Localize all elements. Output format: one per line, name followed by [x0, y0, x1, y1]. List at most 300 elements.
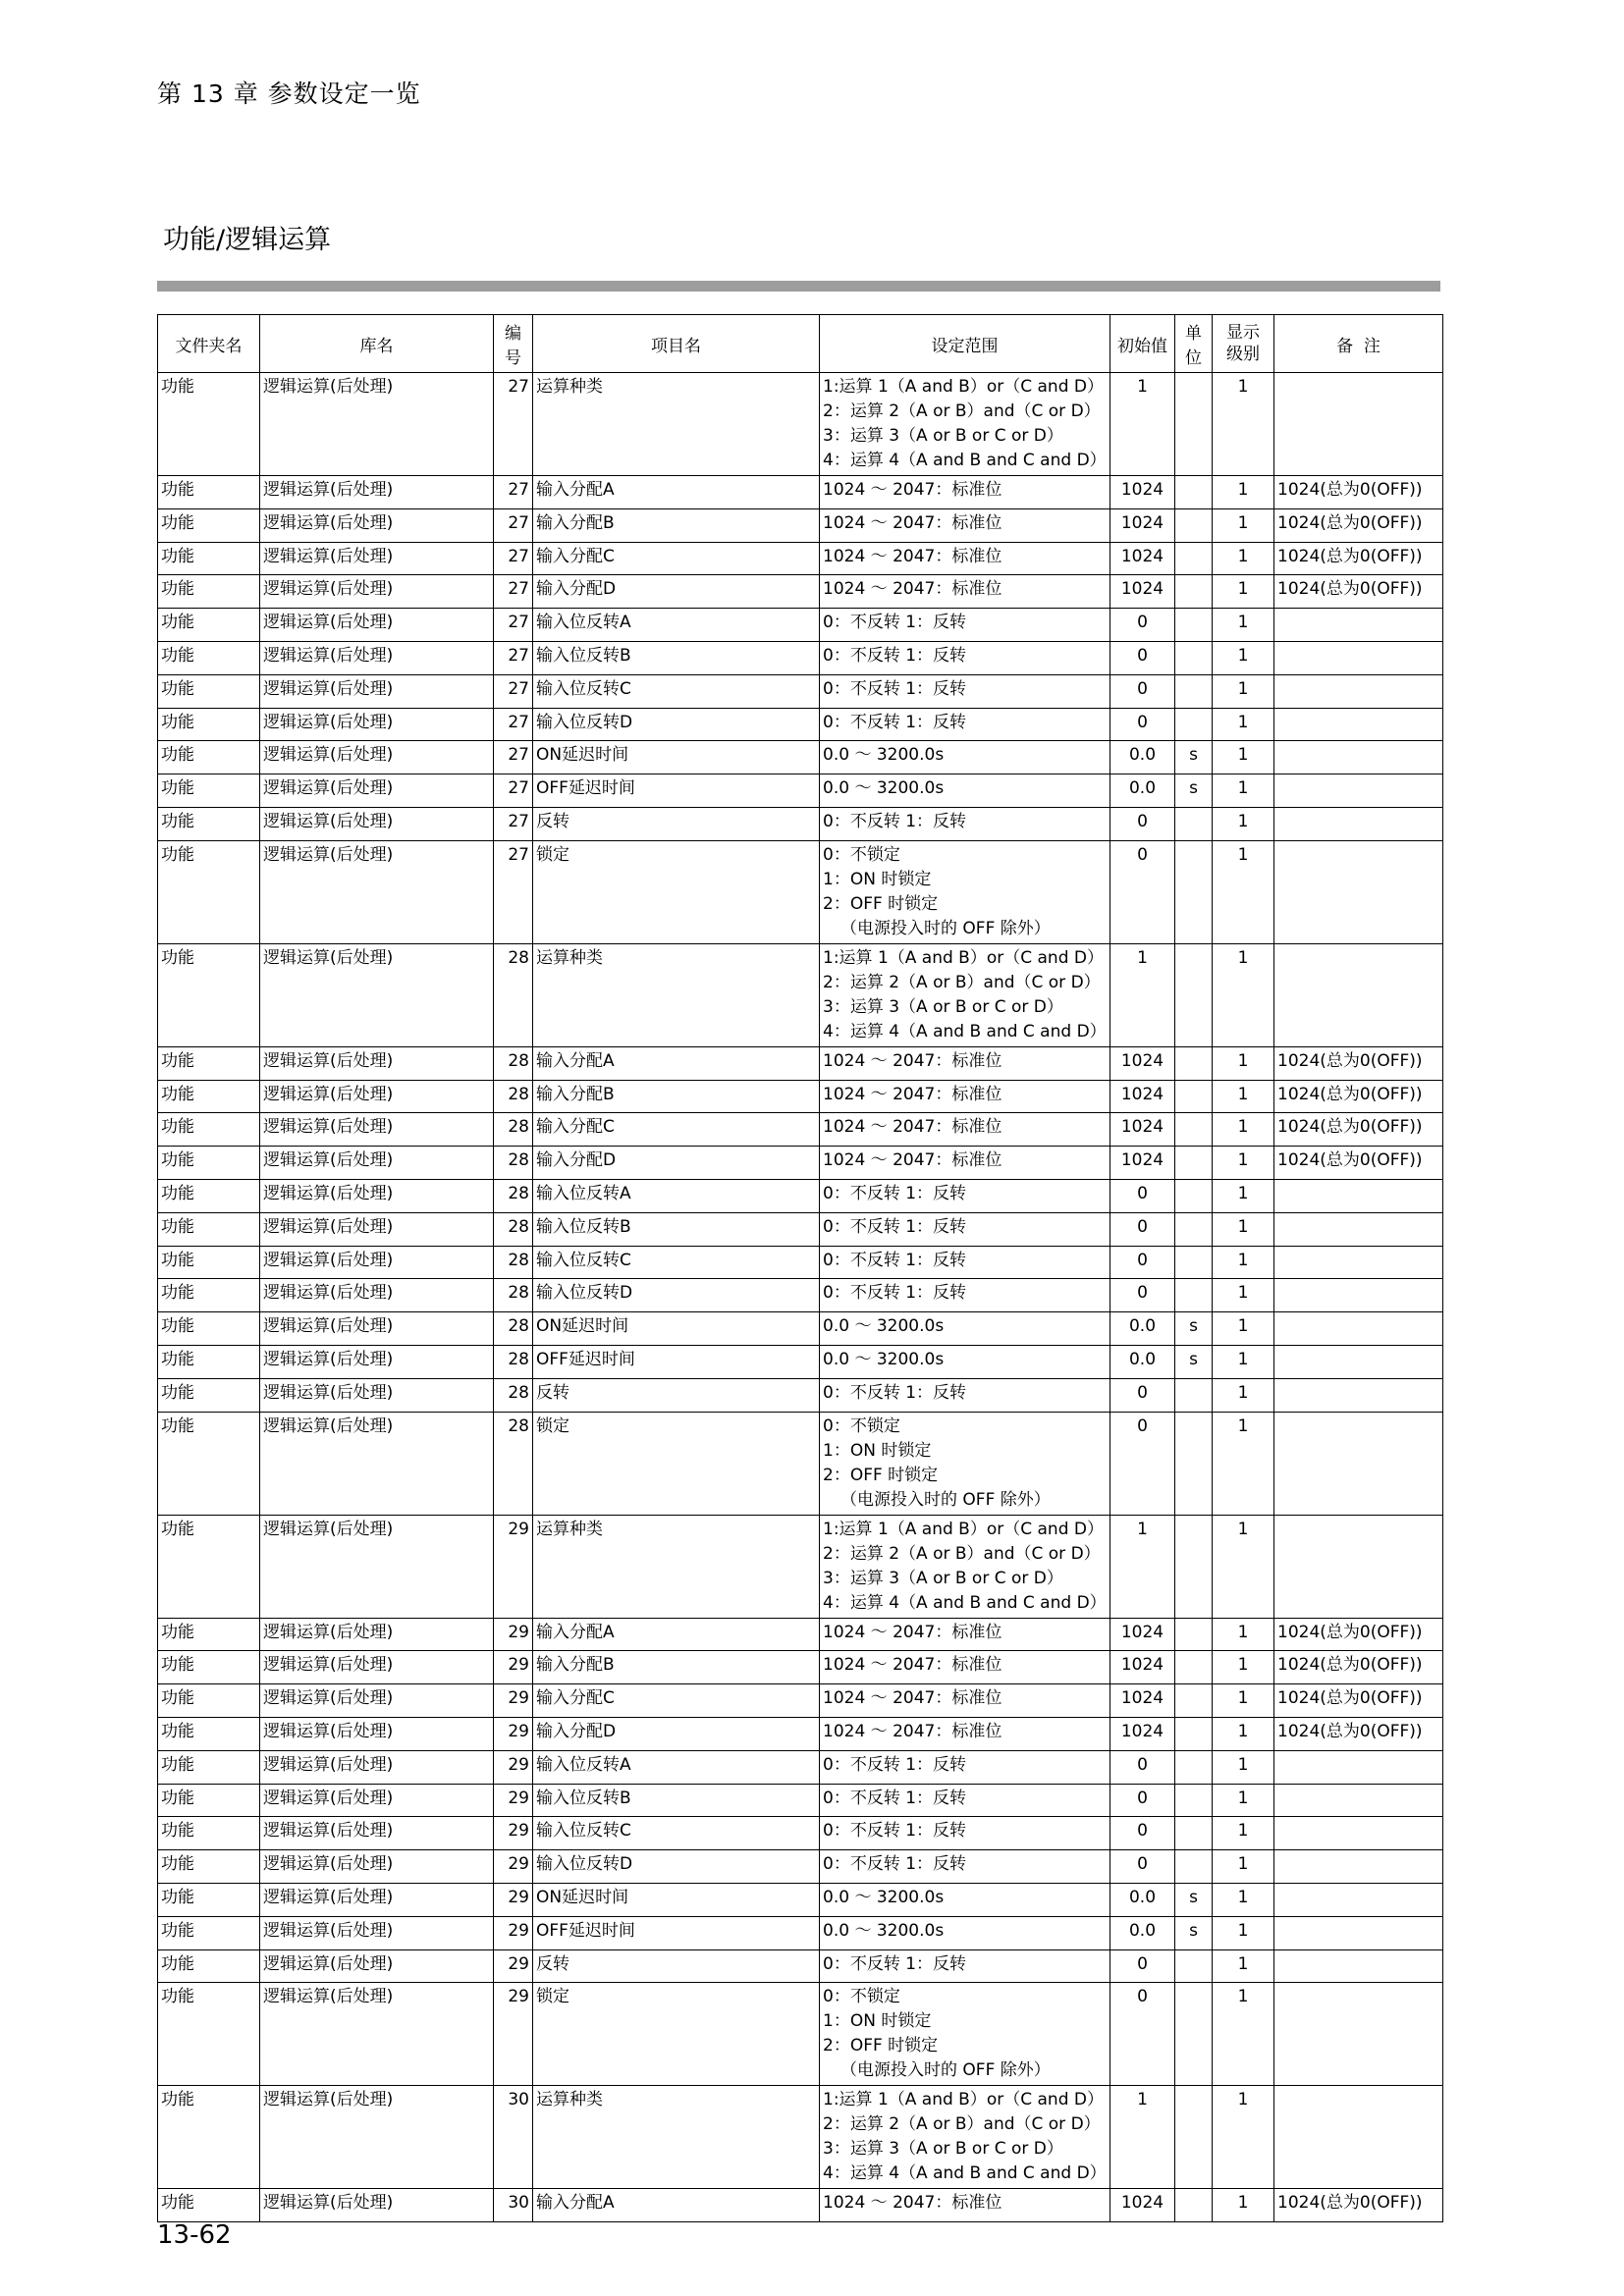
- cell-initial: 1024: [1110, 1717, 1175, 1750]
- range-line: 1：ON 时锁定: [823, 1440, 932, 1461]
- cell-note: [1274, 943, 1443, 1046]
- cell-number: 29: [494, 1883, 533, 1916]
- cell-note: [1274, 774, 1443, 808]
- cell-unit: [1175, 1412, 1213, 1515]
- cell-library: 逻辑运算(后处理): [260, 840, 494, 943]
- cell-folder: 功能: [158, 1515, 260, 1618]
- cell-number: 27: [494, 641, 533, 674]
- cell-folder: 功能: [158, 1378, 260, 1412]
- cell-folder: 功能: [158, 1279, 260, 1312]
- cell-folder: 功能: [158, 476, 260, 509]
- cell-number: 29: [494, 1651, 533, 1684]
- cell-number: 27: [494, 609, 533, 642]
- cell-item: OFF延迟时间: [533, 1916, 820, 1949]
- cell-note: [1274, 1246, 1443, 1279]
- cell-number: 28: [494, 1412, 533, 1515]
- cell-initial: 0: [1110, 1850, 1175, 1884]
- table-row: [158, 1916, 1443, 1949]
- cell-initial: 0.0: [1110, 1916, 1175, 1949]
- cell-initial: 1: [1110, 373, 1175, 476]
- cell-initial: 0: [1110, 840, 1175, 943]
- cell-unit: [1175, 1046, 1213, 1080]
- section-title: 功能/逻辑运算: [163, 225, 332, 255]
- cell-initial: 0.0: [1110, 774, 1175, 808]
- cell-unit: [1175, 1618, 1213, 1651]
- cell-level: 1: [1213, 1684, 1274, 1718]
- cell-number: 29: [494, 1817, 533, 1850]
- cell-item: 锁定: [533, 840, 820, 943]
- cell-number: 27: [494, 741, 533, 774]
- cell-item: OFF延迟时间: [533, 774, 820, 808]
- cell-range: [820, 1850, 1110, 1884]
- table-row: [158, 943, 1443, 1046]
- cell-unit: [1175, 2189, 1213, 2222]
- cell-library: 逻辑运算(后处理): [260, 1651, 494, 1684]
- cell-note: [1274, 1345, 1443, 1378]
- cell-library: 逻辑运算(后处理): [260, 508, 494, 542]
- cell-library: 逻辑运算(后处理): [260, 609, 494, 642]
- cell-item: OFF延迟时间: [533, 1345, 820, 1378]
- range-line: 1：ON 时锁定: [823, 2011, 932, 2032]
- cell-level: 1: [1213, 1651, 1274, 1684]
- cell-folder: 功能: [158, 1949, 260, 1983]
- cell-library: 逻辑运算(后处理): [260, 1246, 494, 1279]
- cell-library: 逻辑运算(后处理): [260, 2189, 494, 2222]
- cell-note: 1024(总为0(OFF)): [1274, 2189, 1443, 2222]
- table-row: [158, 1983, 1443, 2086]
- cell-number: 27: [494, 508, 533, 542]
- cell-initial: 0: [1110, 1179, 1175, 1212]
- cell-library: 逻辑运算(后处理): [260, 1916, 494, 1949]
- range-line: 1：ON 时锁定: [823, 869, 932, 889]
- range-line: 1024 ～ 2047：标准位: [823, 1688, 1002, 1709]
- table-row: [158, 575, 1443, 609]
- cell-level: 1: [1213, 1279, 1274, 1312]
- range-line: 1:运算 1（A and B）or（C and D）: [823, 2090, 1104, 2110]
- table-row: [158, 1378, 1443, 1412]
- cell-range: [820, 1212, 1110, 1246]
- cell-level: 1: [1213, 1246, 1274, 1279]
- cell-item: 输入分配B: [533, 508, 820, 542]
- cell-level: 1: [1213, 943, 1274, 1046]
- cell-range: [820, 609, 1110, 642]
- cell-level: 1: [1213, 1080, 1274, 1113]
- cell-level: 1: [1213, 373, 1274, 476]
- cell-item: 输入分配D: [533, 1147, 820, 1180]
- cell-unit: [1175, 807, 1213, 840]
- range-line: 1:运算 1（A and B）or（C and D）: [823, 1519, 1104, 1539]
- cell-item: 反转: [533, 1949, 820, 1983]
- cell-initial: 0: [1110, 609, 1175, 642]
- cell-library: 逻辑运算(后处理): [260, 1212, 494, 1246]
- cell-number: 28: [494, 1147, 533, 1180]
- cell-number: 29: [494, 1949, 533, 1983]
- cell-library: 逻辑运算(后处理): [260, 1279, 494, 1312]
- range-line: 0：不反转 1：反转: [823, 1821, 967, 1842]
- cell-initial: 1024: [1110, 1618, 1175, 1651]
- cell-initial: 0: [1110, 1784, 1175, 1817]
- cell-range: [820, 674, 1110, 708]
- cell-item: 运算种类: [533, 2086, 820, 2189]
- cell-range: [820, 774, 1110, 808]
- table-row: [158, 1113, 1443, 1147]
- cell-level: 1: [1213, 1515, 1274, 1618]
- range-line: 0：不反转 1：反转: [823, 712, 967, 732]
- cell-initial: 0: [1110, 1412, 1175, 1515]
- cell-level: 1: [1213, 1345, 1274, 1378]
- cell-note: 1024(总为0(OFF)): [1274, 542, 1443, 575]
- table-row: [158, 1279, 1443, 1312]
- cell-note: [1274, 1750, 1443, 1784]
- range-line: 1024 ～ 2047：标准位: [823, 2193, 1002, 2214]
- cell-folder: 功能: [158, 840, 260, 943]
- cell-library: 逻辑运算(后处理): [260, 774, 494, 808]
- cell-number: 27: [494, 476, 533, 509]
- cell-level: 1: [1213, 1883, 1274, 1916]
- cell-level: 1: [1213, 1312, 1274, 1346]
- table-row: [158, 1684, 1443, 1718]
- range-line: 0：不锁定: [823, 1415, 900, 1436]
- cell-item: 输入位反转D: [533, 1850, 820, 1884]
- cell-note: 1024(总为0(OFF)): [1274, 1651, 1443, 1684]
- cell-library: 逻辑运算(后处理): [260, 1717, 494, 1750]
- range-line: 0.0 ～ 3200.0s: [823, 1349, 945, 1369]
- cell-number: 29: [494, 1983, 533, 2086]
- cell-library: 逻辑运算(后处理): [260, 1046, 494, 1080]
- cell-folder: 功能: [158, 1046, 260, 1080]
- table-row: [158, 1179, 1443, 1212]
- cell-unit: [1175, 1515, 1213, 1618]
- cell-item: 输入分配A: [533, 2189, 820, 2222]
- cell-range: [820, 1651, 1110, 1684]
- cell-unit: [1175, 609, 1213, 642]
- table-row: [158, 1883, 1443, 1916]
- cell-initial: 1024: [1110, 1651, 1175, 1684]
- cell-range: [820, 1916, 1110, 1949]
- cell-level: 1: [1213, 508, 1274, 542]
- cell-range: [820, 708, 1110, 741]
- table-row: [158, 1515, 1443, 1618]
- cell-note: [1274, 708, 1443, 741]
- table-row: [158, 542, 1443, 575]
- cell-library: 逻辑运算(后处理): [260, 1949, 494, 1983]
- cell-item: 运算种类: [533, 373, 820, 476]
- cell-unit: [1175, 575, 1213, 609]
- table-row: [158, 1618, 1443, 1651]
- cell-folder: 功能: [158, 1817, 260, 1850]
- cell-level: 1: [1213, 840, 1274, 943]
- cell-unit: [1175, 1949, 1213, 1983]
- range-line: 0：不反转 1：反转: [823, 1854, 967, 1875]
- cell-unit: [1175, 508, 1213, 542]
- cell-level: 1: [1213, 609, 1274, 642]
- cell-note: [1274, 1279, 1443, 1312]
- range-line: 4：运算 4（A and B and C and D）: [823, 1592, 1107, 1613]
- cell-level: 1: [1213, 1983, 1274, 2086]
- cell-folder: 功能: [158, 373, 260, 476]
- cell-item: 输入分配A: [533, 476, 820, 509]
- cell-initial: 0: [1110, 1212, 1175, 1246]
- cell-library: 逻辑运算(后处理): [260, 1750, 494, 1784]
- cell-folder: 功能: [158, 807, 260, 840]
- cell-range: [820, 1949, 1110, 1983]
- table-row: [158, 741, 1443, 774]
- cell-initial: 0: [1110, 1378, 1175, 1412]
- table-row: [158, 1651, 1443, 1684]
- cell-unit: [1175, 1179, 1213, 1212]
- cell-item: 输入位反转A: [533, 1750, 820, 1784]
- cell-item: 输入位反转B: [533, 1784, 820, 1817]
- cell-range: [820, 1279, 1110, 1312]
- cell-folder: 功能: [158, 1147, 260, 1180]
- range-line: 4：运算 4（A and B and C and D）: [823, 1021, 1107, 1041]
- range-line: 0：不反转 1：反转: [823, 645, 967, 666]
- range-line: 1024 ～ 2047：标准位: [823, 1050, 1002, 1071]
- cell-number: 29: [494, 1750, 533, 1784]
- range-line: 0：不锁定: [823, 1987, 900, 2007]
- table-row: [158, 708, 1443, 741]
- table-row: [158, 373, 1443, 476]
- cell-number: 27: [494, 708, 533, 741]
- range-line: 0.0 ～ 3200.0s: [823, 1920, 945, 1941]
- cell-unit: [1175, 1717, 1213, 1750]
- range-line: 0：不反转 1：反转: [823, 1216, 967, 1237]
- cell-folder: 功能: [158, 943, 260, 1046]
- cell-range: [820, 1080, 1110, 1113]
- cell-folder: 功能: [158, 1345, 260, 1378]
- cell-level: 1: [1213, 708, 1274, 741]
- cell-range: [820, 807, 1110, 840]
- cell-range: [820, 641, 1110, 674]
- cell-item: 输入位反转C: [533, 1817, 820, 1850]
- cell-number: 27: [494, 774, 533, 808]
- range-line: 2：运算 2（A or B）and（C or D）: [823, 1543, 1101, 1564]
- cell-library: 逻辑运算(后处理): [260, 1784, 494, 1817]
- cell-unit: [1175, 1983, 1213, 2086]
- range-line: 0.0 ～ 3200.0s: [823, 745, 945, 766]
- cell-range: [820, 741, 1110, 774]
- table-row: [158, 2086, 1443, 2189]
- cell-initial: 1024: [1110, 542, 1175, 575]
- cell-note: [1274, 373, 1443, 476]
- cell-range: [820, 1684, 1110, 1718]
- cell-note: [1274, 1784, 1443, 1817]
- cell-item: 输入分配C: [533, 542, 820, 575]
- cell-initial: 1: [1110, 1515, 1175, 1618]
- cell-folder: 功能: [158, 1983, 260, 2086]
- cell-library: 逻辑运算(后处理): [260, 1983, 494, 2086]
- cell-number: 27: [494, 373, 533, 476]
- cell-initial: 0.0: [1110, 1312, 1175, 1346]
- cell-level: 1: [1213, 542, 1274, 575]
- cell-library: 逻辑运算(后处理): [260, 1113, 494, 1147]
- cell-note: [1274, 2086, 1443, 2189]
- table-row: [158, 1784, 1443, 1817]
- range-line: 0.0 ～ 3200.0s: [823, 1316, 945, 1337]
- cell-unit: [1175, 674, 1213, 708]
- cell-library: 逻辑运算(后处理): [260, 708, 494, 741]
- cell-unit: [1175, 840, 1213, 943]
- cell-library: 逻辑运算(后处理): [260, 1515, 494, 1618]
- cell-folder: 功能: [158, 1179, 260, 1212]
- cell-initial: 1024: [1110, 1046, 1175, 1080]
- col-header-unit: 单位: [1175, 315, 1213, 373]
- cell-library: 逻辑运算(后处理): [260, 542, 494, 575]
- cell-item: 输入位反转B: [533, 641, 820, 674]
- range-line: （电源投入时的 OFF 除外）: [840, 918, 1051, 938]
- col-header-number: 编号: [494, 315, 533, 373]
- cell-unit: [1175, 1651, 1213, 1684]
- cell-number: 29: [494, 1916, 533, 1949]
- cell-folder: 功能: [158, 1312, 260, 1346]
- cell-library: 逻辑运算(后处理): [260, 741, 494, 774]
- range-line: 1024 ～ 2047：标准位: [823, 1721, 1002, 1741]
- chapter-heading: 第 13 章 参数设定一览: [157, 80, 421, 108]
- range-line: 3：运算 3（A or B or C or D）: [823, 426, 1063, 446]
- cell-note: [1274, 807, 1443, 840]
- cell-note: [1274, 674, 1443, 708]
- cell-level: 1: [1213, 807, 1274, 840]
- range-line: 0：不反转 1：反转: [823, 1788, 967, 1808]
- cell-unit: s: [1175, 1312, 1213, 1346]
- cell-number: 28: [494, 1212, 533, 1246]
- table-row: [158, 476, 1443, 509]
- cell-level: 1: [1213, 1618, 1274, 1651]
- cell-unit: s: [1175, 741, 1213, 774]
- cell-library: 逻辑运算(后处理): [260, 1080, 494, 1113]
- cell-folder: 功能: [158, 575, 260, 609]
- cell-range: [820, 508, 1110, 542]
- range-line: 1024 ～ 2047：标准位: [823, 1150, 1002, 1171]
- table-row: [158, 1412, 1443, 1515]
- cell-note: [1274, 1949, 1443, 1983]
- cell-note: [1274, 1850, 1443, 1884]
- cell-range: [820, 1983, 1110, 2086]
- cell-item: 输入位反转C: [533, 1246, 820, 1279]
- cell-item: 运算种类: [533, 1515, 820, 1618]
- cell-initial: 0: [1110, 807, 1175, 840]
- cell-range: [820, 1618, 1110, 1651]
- cell-library: 逻辑运算(后处理): [260, 1147, 494, 1180]
- cell-folder: 功能: [158, 1080, 260, 1113]
- range-line: 2：OFF 时锁定: [823, 1465, 939, 1485]
- cell-initial: 1024: [1110, 2189, 1175, 2222]
- cell-unit: [1175, 373, 1213, 476]
- range-line: 1024 ～ 2047：标准位: [823, 1622, 1002, 1642]
- cell-item: ON延迟时间: [533, 1883, 820, 1916]
- range-line: 0：不反转 1：反转: [823, 678, 967, 699]
- cell-library: 逻辑运算(后处理): [260, 1684, 494, 1718]
- cell-level: 1: [1213, 1179, 1274, 1212]
- cell-note: [1274, 1817, 1443, 1850]
- cell-unit: [1175, 1850, 1213, 1884]
- cell-note: [1274, 641, 1443, 674]
- cell-level: 1: [1213, 741, 1274, 774]
- cell-folder: 功能: [158, 1651, 260, 1684]
- cell-item: 输入分配A: [533, 1618, 820, 1651]
- cell-library: 逻辑运算(后处理): [260, 1883, 494, 1916]
- cell-folder: 功能: [158, 1850, 260, 1884]
- table-row: [158, 774, 1443, 808]
- cell-initial: 0: [1110, 1279, 1175, 1312]
- cell-level: 1: [1213, 1750, 1274, 1784]
- cell-note: [1274, 1212, 1443, 1246]
- cell-initial: 0: [1110, 1246, 1175, 1279]
- cell-note: 1024(总为0(OFF)): [1274, 1113, 1443, 1147]
- cell-unit: s: [1175, 1916, 1213, 1949]
- cell-item: 锁定: [533, 1983, 820, 2086]
- table-row: [158, 807, 1443, 840]
- cell-item: 输入位反转A: [533, 609, 820, 642]
- cell-number: 29: [494, 1717, 533, 1750]
- cell-number: 28: [494, 1312, 533, 1346]
- cell-range: [820, 575, 1110, 609]
- cell-initial: 0: [1110, 1817, 1175, 1850]
- cell-unit: [1175, 1279, 1213, 1312]
- range-line: 0：不反转 1：反转: [823, 613, 967, 633]
- cell-item: 输入位反转A: [533, 1179, 820, 1212]
- range-line: 1024 ～ 2047：标准位: [823, 480, 1002, 500]
- cell-folder: 功能: [158, 1750, 260, 1784]
- table-row: [158, 1717, 1443, 1750]
- cell-library: 逻辑运算(后处理): [260, 807, 494, 840]
- cell-range: [820, 1378, 1110, 1412]
- cell-library: 逻辑运算(后处理): [260, 1378, 494, 1412]
- cell-number: 27: [494, 674, 533, 708]
- cell-note: [1274, 1515, 1443, 1618]
- range-line: 0：不反转 1：反转: [823, 1953, 967, 1974]
- cell-note: [1274, 1312, 1443, 1346]
- cell-level: 1: [1213, 1046, 1274, 1080]
- cell-level: 1: [1213, 1784, 1274, 1817]
- cell-folder: 功能: [158, 1784, 260, 1817]
- cell-note: [1274, 1983, 1443, 2086]
- range-line: 2：运算 2（A or B）and（C or D）: [823, 2114, 1101, 2135]
- cell-item: ON延迟时间: [533, 741, 820, 774]
- cell-library: 逻辑运算(后处理): [260, 1412, 494, 1515]
- table-row: [158, 1312, 1443, 1346]
- cell-level: 1: [1213, 641, 1274, 674]
- cell-library: 逻辑运算(后处理): [260, 1817, 494, 1850]
- cell-unit: [1175, 476, 1213, 509]
- col-header-item: 项目名: [533, 315, 820, 373]
- cell-initial: 0: [1110, 708, 1175, 741]
- col-header-initial: 初始值: [1110, 315, 1175, 373]
- cell-unit: [1175, 1378, 1213, 1412]
- cell-level: 1: [1213, 1817, 1274, 1850]
- cell-number: 29: [494, 1784, 533, 1817]
- cell-folder: 功能: [158, 542, 260, 575]
- cell-note: 1024(总为0(OFF)): [1274, 1080, 1443, 1113]
- cell-note: 1024(总为0(OFF)): [1274, 1046, 1443, 1080]
- cell-item: 输入位反转B: [533, 1212, 820, 1246]
- cell-initial: 0.0: [1110, 1883, 1175, 1916]
- cell-range: [820, 2189, 1110, 2222]
- cell-level: 1: [1213, 1949, 1274, 1983]
- cell-level: 1: [1213, 674, 1274, 708]
- cell-level: 1: [1213, 575, 1274, 609]
- cell-library: 逻辑运算(后处理): [260, 476, 494, 509]
- cell-note: 1024(总为0(OFF)): [1274, 575, 1443, 609]
- cell-range: [820, 542, 1110, 575]
- cell-initial: 1024: [1110, 1080, 1175, 1113]
- range-line: 0：不反转 1：反转: [823, 1250, 967, 1270]
- range-line: 0：不反转 1：反转: [823, 811, 967, 831]
- cell-range: [820, 1179, 1110, 1212]
- cell-number: 28: [494, 1046, 533, 1080]
- cell-number: 27: [494, 542, 533, 575]
- cell-library: 逻辑运算(后处理): [260, 943, 494, 1046]
